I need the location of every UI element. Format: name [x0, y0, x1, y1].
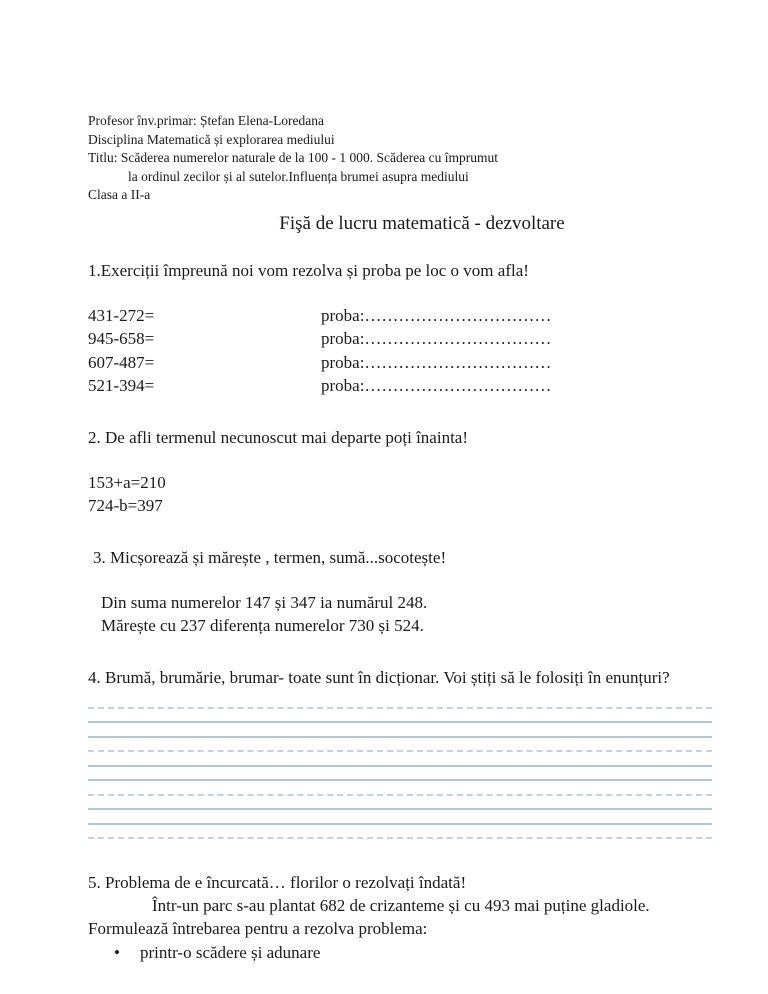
exercise-2	[88, 426, 716, 518]
writing-rule	[88, 707, 712, 709]
exercise-5-statement: Într-un parc s-au plantat 682 de crizanteme și cu 493 mai puține gladiole.	[152, 895, 650, 915]
calc-expression: 431-272=	[88, 305, 155, 325]
list-item: Din suma numerelor 147 și 347 ia numărul 248.	[101, 592, 428, 612]
list-item-label: printr-o scădere și adunare	[140, 942, 321, 962]
exercise-5-bullet-list	[88, 941, 716, 965]
header-line-topic: Titlu: Scăderea numerelor naturale de la 100 - 1 000. Scăderea cu împrumut	[88, 150, 498, 165]
header-line-topic-continued: la ordinul zecilor și al sutelor.Influența brumei asupra mediului	[128, 168, 469, 184]
exercise-5	[88, 871, 716, 965]
document-content	[88, 112, 716, 964]
calc-proba-field[interactable]: proba:……………………………	[321, 376, 552, 395]
exercise-1-heading: 1.Exerciții împreună noi vom rezolva și proba pe loc o vom afla!	[88, 260, 529, 280]
writing-rule	[88, 837, 712, 839]
page-title: Fişă de lucru matematică - dezvoltare	[279, 212, 565, 234]
writing-rule	[88, 765, 712, 767]
table-row	[88, 304, 716, 328]
header-line-subject: Disciplina Matematică și explorarea mediului	[88, 131, 335, 147]
exercise-1	[88, 259, 716, 398]
calc-proba-field[interactable]: proba:……………………………	[321, 329, 552, 348]
exercise-2-equations	[88, 471, 716, 518]
calc-proba-field[interactable]: proba:……………………………	[321, 352, 552, 372]
exercise-5-prompt: Formulează întrebarea pentru a rezolva problema:	[88, 919, 428, 938]
exercise-3-statements	[93, 591, 716, 638]
list-item: Mărește cu 237 diferența numerelor 730 și 524.	[101, 616, 424, 635]
calc-expression: 945-658=	[88, 329, 155, 348]
writing-lines-area[interactable]	[88, 707, 712, 843]
writing-rule	[88, 779, 712, 781]
header-line-teacher: Profesor înv.primar: Ștefan Elena-Loredana	[88, 113, 325, 128]
list-item	[88, 941, 716, 965]
table-row	[88, 327, 716, 351]
exercise-5-body	[88, 894, 716, 941]
calc-expression: 607-487=	[88, 352, 155, 372]
writing-rule	[88, 808, 712, 810]
bullet-icon: •	[114, 942, 120, 962]
exercise-4	[88, 666, 716, 843]
exercise-3	[88, 546, 716, 638]
writing-rule	[88, 736, 712, 738]
table-row	[88, 374, 716, 398]
exercise-1-rows	[88, 304, 716, 398]
exercise-2-heading: 2. De afli termenul necunoscut mai departe poți înainta!	[88, 427, 469, 447]
table-row	[88, 351, 716, 375]
calc-proba-field[interactable]: proba:……………………………	[321, 305, 552, 325]
header-block	[88, 112, 716, 205]
list-item: 153+a=210	[88, 472, 166, 492]
exercise-3-heading: 3. Micșorează și mărește , termen, sumă...socotește!	[93, 547, 447, 567]
exercise-5-heading: 5. Problema de e încurcată… florilor o rezolvați îndată!	[88, 872, 467, 892]
calc-expression: 521-394=	[88, 376, 155, 395]
writing-rule	[88, 794, 712, 796]
writing-rule	[88, 823, 712, 825]
header-line-class: Clasa a II-a	[88, 187, 151, 202]
exercise-4-heading: 4. Brumă, brumărie, brumar- toate sunt în dicționar. Voi știți să le folosiți în enunțuri?	[88, 667, 670, 687]
writing-rule	[88, 721, 712, 723]
writing-rule	[88, 750, 712, 752]
list-item: 724-b=397	[88, 496, 163, 515]
